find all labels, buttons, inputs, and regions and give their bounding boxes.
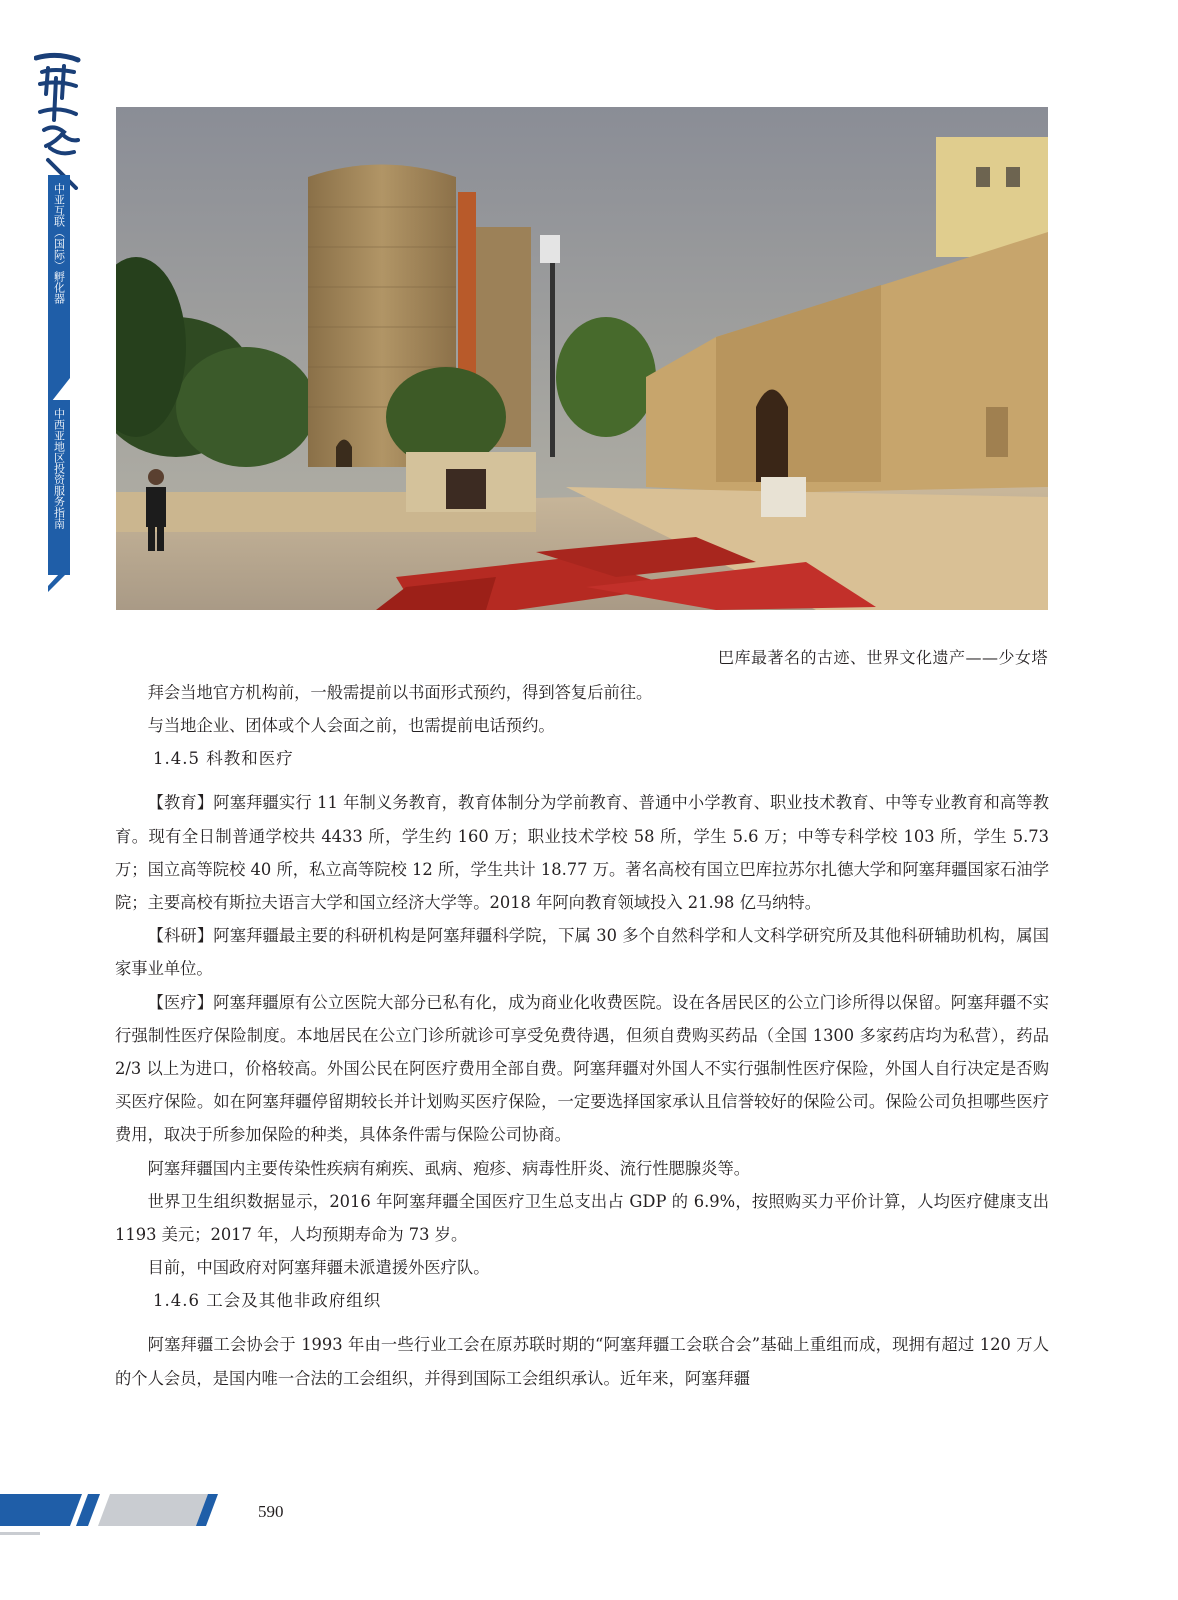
paragraph-diseases: 阿塞拜疆国内主要传染性疾病有痢疾、虱病、疱疹、病毒性肝炎、流行性腮腺炎等。 xyxy=(147,1158,751,1178)
paragraph-education: 【教育】阿塞拜疆实行 11 年制义务教育，教育体制分为学前教育、普通中小学教育、职业技术教育、中等专业教育和高等教育。现有全日制普通学校共 4433 所，学生约 160 万；职业技术学校 58 所，学生 5.6 万；中等专科学校 103 所，学生 5.73 万；国立高等院校 40 所，私立高等院校 12 所，学生共计 18.77 万。著名高校有国立巴库拉苏尔扎德大学和阿塞拜疆国家石油学院；主要高校有斯拉夫语言大学和国立经济大学等。2018 年阿向教育领域投入 21.98 亿马纳特。 xyxy=(115,793,1049,913)
brush-logo-icon xyxy=(34,50,82,190)
paragraph-appointment-business: 与当地企业、团体或个人会面之前，也需提前电话预约。 xyxy=(147,716,555,736)
body-text xyxy=(115,676,1049,1395)
page-number: 590 xyxy=(258,1502,284,1521)
paragraph-medical-team: 目前，中国政府对阿塞拜疆未派遣援外医疗队。 xyxy=(147,1258,490,1278)
series-tab-guide xyxy=(48,400,70,575)
section-heading-education-medical: 1.4.5 科教和医疗 xyxy=(153,749,294,769)
series-label-2: 中西亚地区投资服务指南 xyxy=(52,408,66,529)
brand-logo xyxy=(34,50,82,190)
paragraph-unions: 阿塞拜疆工会协会于 1993 年由一些行业工会在原苏联时期的“阿塞拜疆工会联合会”基础上重组而成，现拥有超过 120 万人的个人会员，是国内唯一合法的工会组织，并得到国际工会组织承认。近年来，阿塞拜疆 xyxy=(115,1335,1049,1388)
series-label-1: 中亚互联（国际）孵化器 xyxy=(52,183,66,304)
paragraph-who-data: 世界卫生组织数据显示，2016 年阿塞拜疆全国医疗卫生总支出占 GDP 的 6.9%，按照购买力平价计算，人均医疗健康支出 1193 美元；2017 年，人均预期寿命为 73 岁。 xyxy=(115,1191,1049,1245)
section-heading-unions-ngo: 1.4.6 工会及其他非政府组织 xyxy=(153,1291,382,1311)
paragraph-medical: 【医疗】阿塞拜疆原有公立医院大部分已私有化，成为商业化收费医院。设在各居民区的公立门诊所得以保留。阿塞拜疆不实行强制性医疗保险制度。本地居民在公立门诊所就诊可享受免费待遇，但须自费购买药品（全国 1300 多家药店均为私营），药品 2/3 以上为进口，价格较高。外国公民在阿医疗费用全部自费。阿塞拜疆对外国人不实行强制性医疗保险，外国人自行决定是否购买医疗保险。如在阿塞拜疆停留期较长并计划购买医疗保险，一定要选择国家承认且信誉较好的保险公司。保险公司负担哪些医疗费用，取决于所参加保险的种类，具体条件需与保险公司协商。 xyxy=(115,992,1049,1145)
footer-stripes-icon xyxy=(0,1488,300,1538)
paragraph-research: 【科研】阿塞拜疆最主要的科研机构是阿塞拜疆科学院，下属 30 多个自然科学和人文科学研究所及其他科研辅助机构，属国家事业单位。 xyxy=(115,926,1049,979)
series-tab-incubator xyxy=(48,175,70,375)
band-end-icon xyxy=(44,558,74,592)
paragraph-appointment-official: 拜会当地官方机构前，一般需提前以书面形式预约，得到答复后前往。 xyxy=(147,683,653,702)
photo-caption: 巴库最著名的古迹、世界文化遗产——少女塔 xyxy=(717,648,1048,667)
maiden-tower-photo xyxy=(116,107,1048,610)
